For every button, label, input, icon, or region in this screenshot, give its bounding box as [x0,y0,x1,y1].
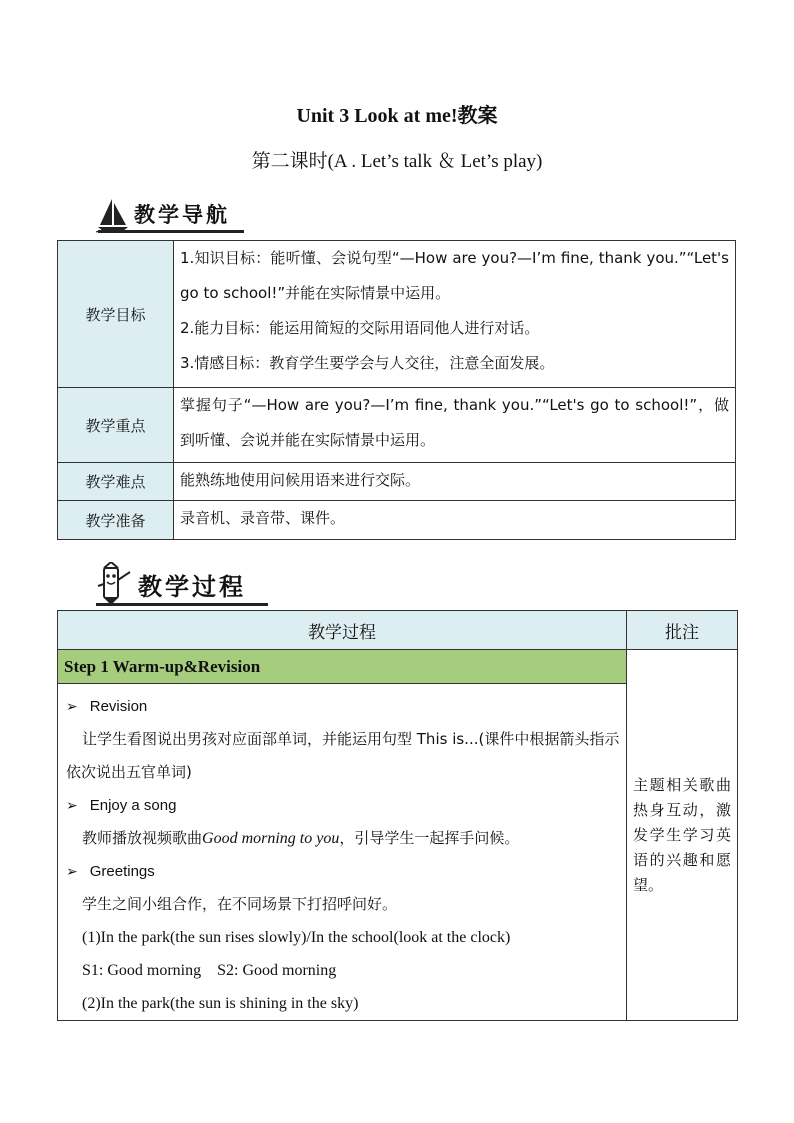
goal-line: 1.知识目标：能听懂、会说句型“—How are you?—I’m fine, thank you.”“Let's go to school!”并能在实际情景中运用。 [180,249,729,302]
goal-line: 2.能力目标：能运用简短的交际用语同他人进行对话。 [180,319,540,337]
column-header-note: 批注 [627,611,738,650]
teaching-goals-table [57,240,736,540]
greetings-line-3: (2)In the park(the sun is shining in the sky) [82,995,359,1012]
process-banner-label: 教学过程 [138,573,246,601]
key-point-label: 教学重点 [58,388,174,463]
song-text-before: 教师播放视频歌曲 [82,829,203,847]
table-row [58,463,736,501]
table-row [58,388,736,463]
document-title: Unit 3 Look at me!教案 [296,105,498,127]
column-header-process: 教学过程 [58,611,627,650]
table-row [58,241,736,388]
revision-text: 让学生看图说出男孩对应面部单词，并能运用句型 This is...(课件中根据箭头指示依次说出五官单词) [66,730,620,781]
section-greetings [66,855,620,888]
section-heading: Revision [89,698,148,715]
difficulty-content: 能熟练地使用问候用语来进行交际。 [174,463,736,501]
pencil-mascot-icon [94,562,134,606]
table-row [58,501,736,540]
goal-label: 教学目标 [58,241,174,388]
teaching-process-table [57,610,738,1021]
process-banner [94,560,270,606]
section-song [66,789,620,822]
difficulty-label: 教学难点 [58,463,174,501]
section-heading: Greetings [89,863,155,880]
nav-banner [96,193,246,233]
greetings-line-2: S1: Good morning S2: Good morning [82,962,337,979]
arrow-bullet-icon: ➢ [66,797,78,813]
arrow-bullet-icon: ➢ [66,863,78,879]
table-row [58,650,738,684]
goal-content [174,241,736,388]
step-title: Step 1 Warm-up&Revision [58,650,627,684]
song-text [66,822,620,855]
key-point-content: 掌握句子“—How are you?—I’m fine, thank you.”“Let's go to school!”，做到听懂、会说并能在实际情景中运用。 [174,388,736,463]
table-header-row [58,611,738,650]
nav-banner-label: 教学导航 [134,203,230,227]
sailboat-icon [96,197,130,233]
goal-line: 3.情感目标：教育学生要学会与人交往，注意全面发展。 [180,354,555,372]
annotation-note: 主题相关歌曲热身互动，激发学生学习英语的兴趣和愿望。 [627,650,738,1021]
arrow-bullet-icon: ➢ [66,698,78,714]
section-revision [66,690,620,723]
song-text-after: ，引导学生一起挥手问候。 [339,829,520,847]
song-title: Good morning to you [202,830,340,847]
document-subtitle: 第二课时(A . Let’s talk ＆ Let’s play) [251,151,543,172]
greetings-line-1: (1)In the park(the sun rises slowly)/In the school(look at the clock) [82,929,511,946]
section-heading: Enjoy a song [89,797,177,814]
preparation-content: 录音机、录音带、课件。 [174,501,736,540]
preparation-label: 教学准备 [58,501,174,540]
greetings-text: 学生之间小组合作，在不同场景下打招呼问好。 [82,895,398,913]
step-content [58,684,627,1021]
